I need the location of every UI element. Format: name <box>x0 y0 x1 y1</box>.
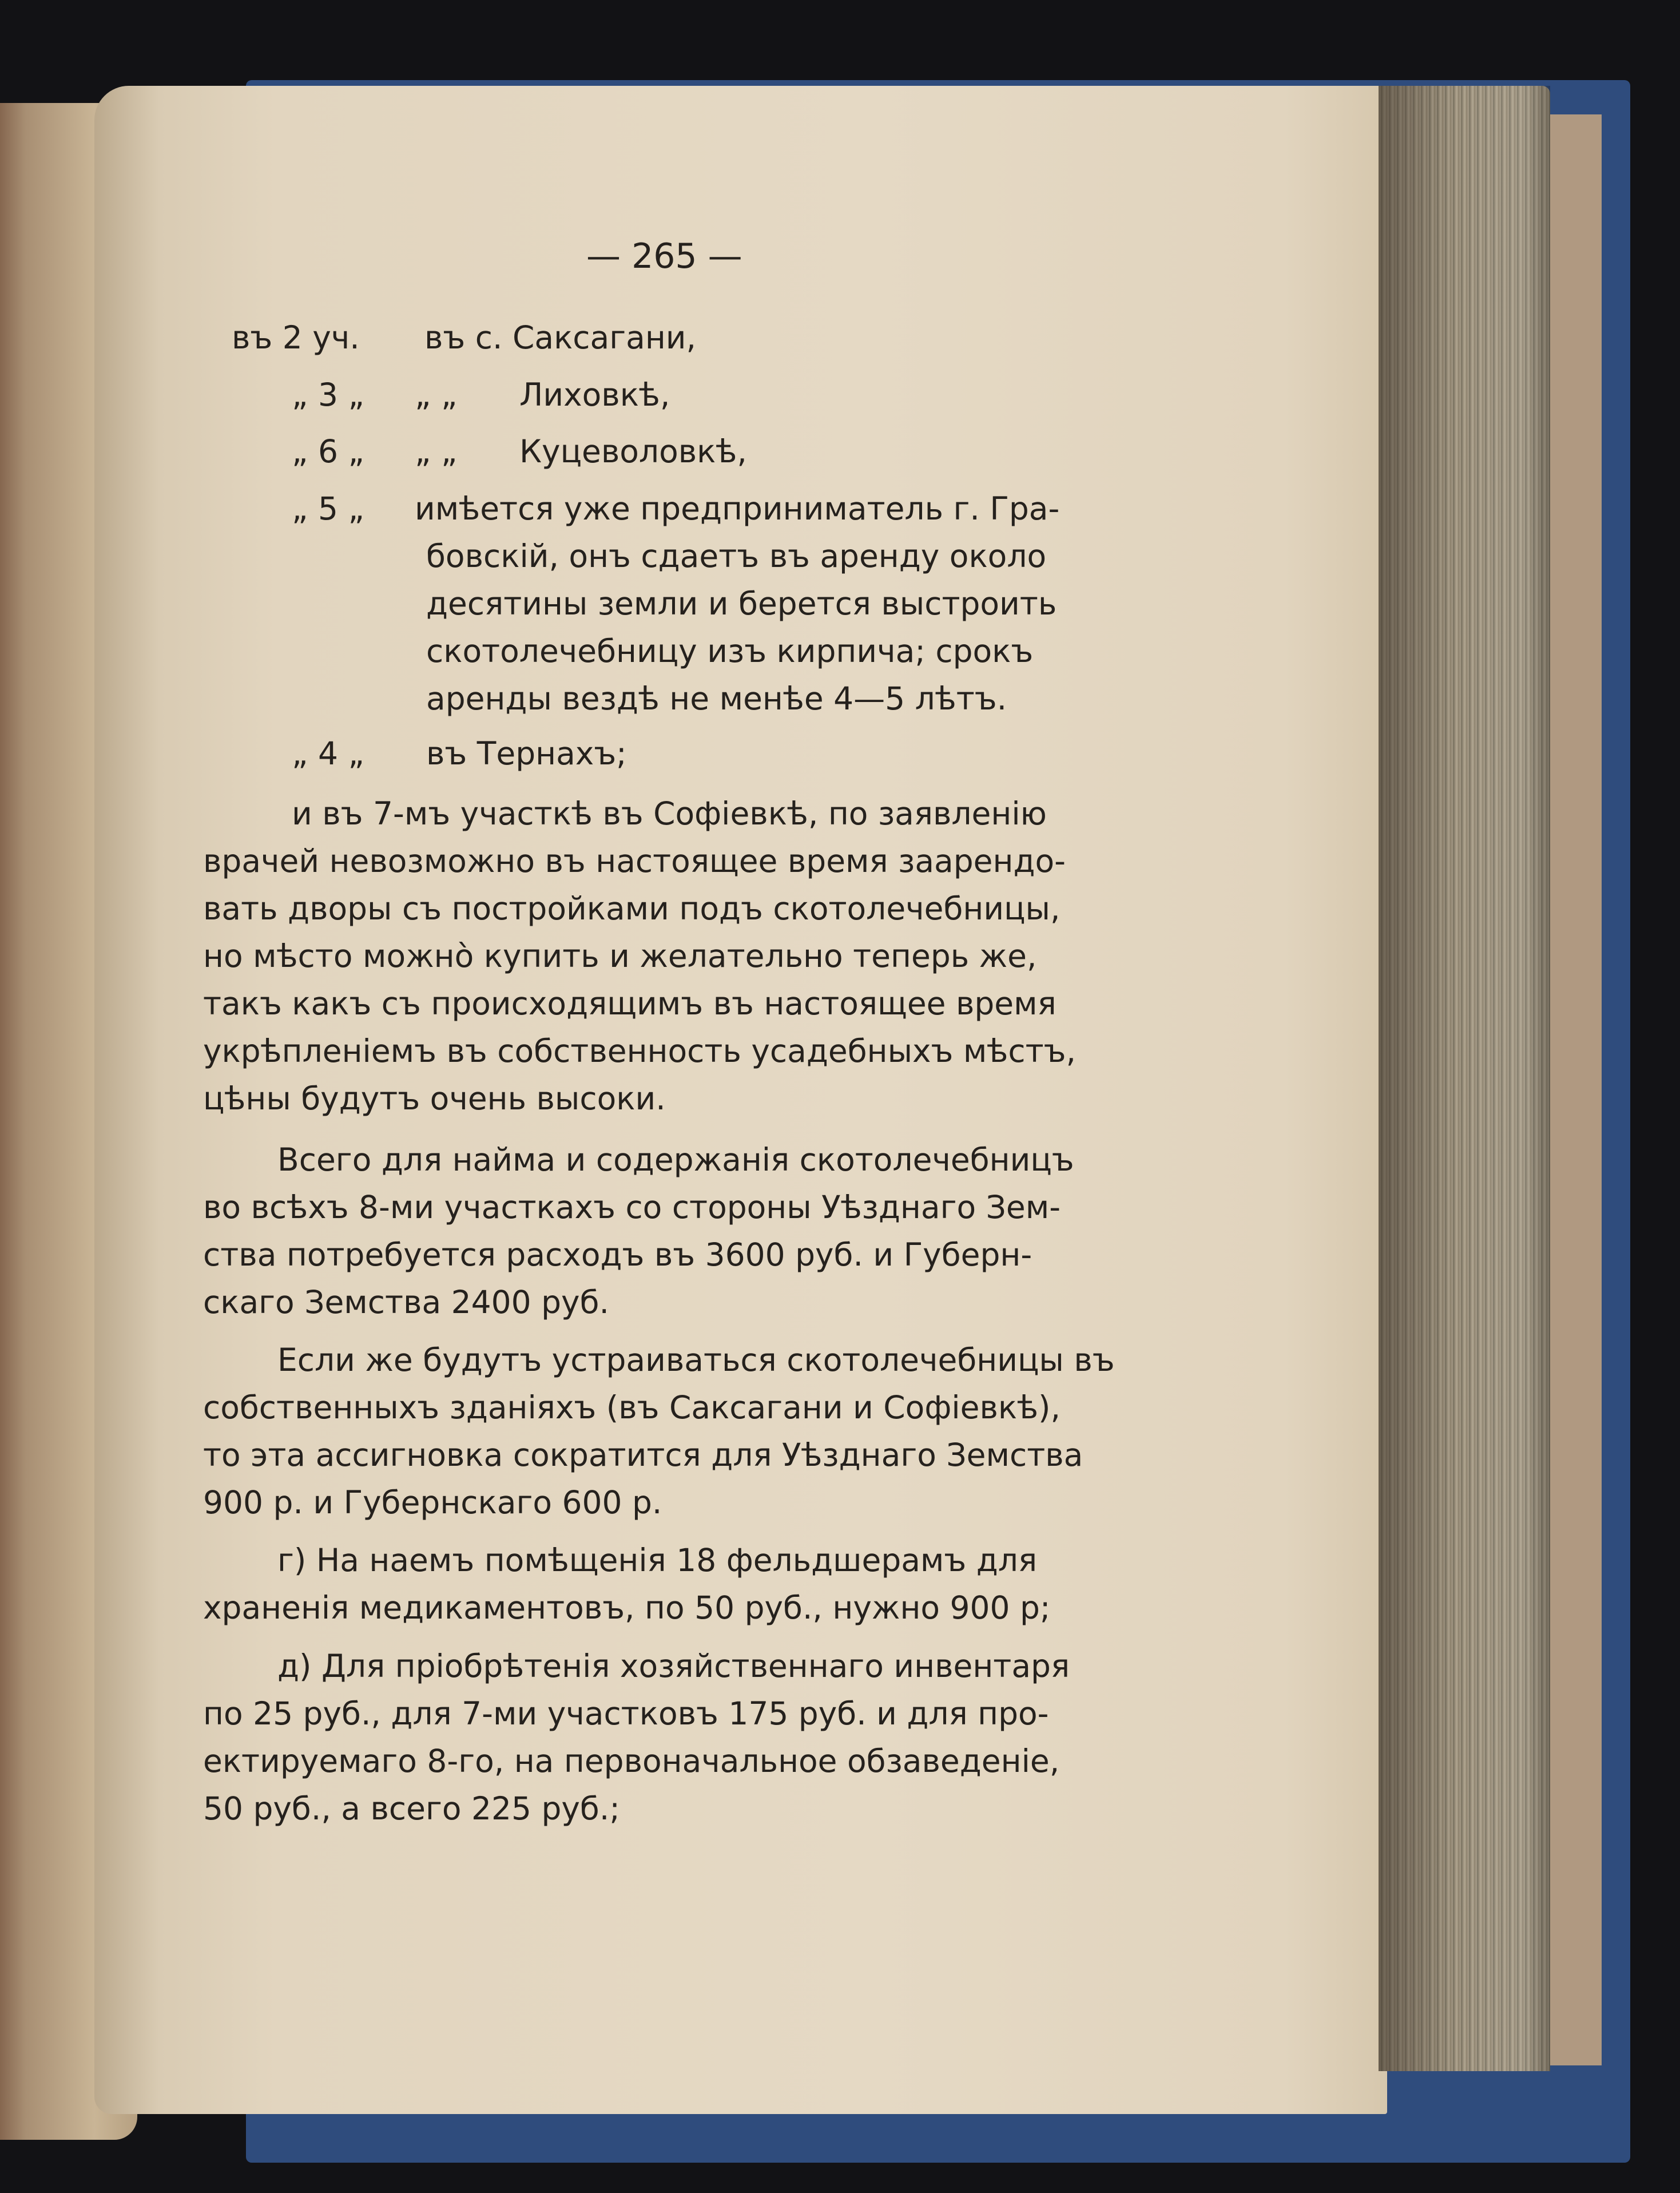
list-item-line: бовскій, онъ сдаетъ въ аренду около <box>426 538 1047 574</box>
list-item-text: Лиховкѣ, <box>519 376 670 413</box>
list-item-text: Куцеволовкѣ, <box>519 433 747 470</box>
list-item-line: аренды вездѣ не менѣе 4—5 лѣтъ. <box>426 680 1007 717</box>
paragraph-line: врачей невозможно въ настоящее время заарендо- <box>203 843 1066 879</box>
paragraph-line: цѣны будутъ очень высоки. <box>203 1080 666 1117</box>
paragraph-line: и въ 7-мъ участкѣ въ Софіевкѣ, по заявленію <box>292 795 1047 832</box>
paragraph-line: ства потребуется расходъ въ 3600 руб. и Губерн- <box>203 1236 1032 1273</box>
paragraph-line: Если же будутъ устраиваться скотолечебницы въ <box>277 1342 1115 1378</box>
list-item-marker: „ 6 „ <box>292 433 364 470</box>
list-item-marker: „ 5 „ <box>292 490 364 527</box>
paragraph-line: собственныхъ зданіяхъ (въ Саксагани и Софіевкѣ), <box>203 1389 1061 1426</box>
list-item-marker: „ 4 „ <box>292 735 364 772</box>
paragraph-line: вать дворы съ постройками подъ скотолечебницы, <box>203 890 1061 927</box>
list-item-marker: въ 2 уч. <box>232 319 360 356</box>
list-item-ditto: „ „ <box>415 376 458 413</box>
paragraph-line: скаго Земства 2400 руб. <box>203 1284 609 1320</box>
paragraph-line: то эта ассигновка сократится для Уѣзднаго Земства <box>203 1437 1083 1473</box>
paragraph-line: укрѣпленіемъ въ собственность усадебныхъ мѣстъ, <box>203 1033 1076 1069</box>
list-item-line: скотолечебницу изъ кирпича; срокъ <box>426 633 1034 669</box>
paragraph-line: г) На наемъ помѣщенія 18 фельдшерамъ для <box>277 1542 1038 1579</box>
list-item-line: десятины земли и берется выстроить <box>426 585 1057 622</box>
paragraph-line: по 25 руб., для 7-ми участковъ 175 руб. и для про- <box>203 1695 1049 1732</box>
paragraph-line: д) Для пріобрѣтенія хозяйственнаго инвентаря <box>277 1648 1070 1684</box>
list-item-marker: „ 3 „ <box>292 376 364 413</box>
paragraph-line: но мѣсто можнò купить и желательно теперь же, <box>203 938 1037 974</box>
list-item-text: въ с. Саксагани, <box>424 319 697 356</box>
paragraph-line: Всего для найма и содержанія скотолечебницъ <box>277 1141 1074 1178</box>
page-number: — 265 — <box>586 236 742 276</box>
paragraph-line: храненія медикаментовъ, по 50 руб., нужно 900 р; <box>203 1589 1051 1626</box>
paragraph-line: во всѣхъ 8-ми участкахъ со стороны Уѣзднаго Зем- <box>203 1189 1061 1226</box>
paragraph-line: 50 руб., а всего 225 руб.; <box>203 1790 620 1827</box>
paragraph-line: такъ какъ съ происходящимъ въ настоящее время <box>203 985 1057 1022</box>
list-item-ditto: „ „ <box>415 433 458 470</box>
list-item-text: въ Тернахъ; <box>426 735 627 772</box>
list-item-line: имѣется уже предприниматель г. Гра- <box>415 490 1060 527</box>
paragraph-line: 900 р. и Губернскаго 600 р. <box>203 1484 662 1521</box>
paragraph-line: ектируемаго 8-го, на первоначальное обзаведеніе, <box>203 1743 1060 1779</box>
